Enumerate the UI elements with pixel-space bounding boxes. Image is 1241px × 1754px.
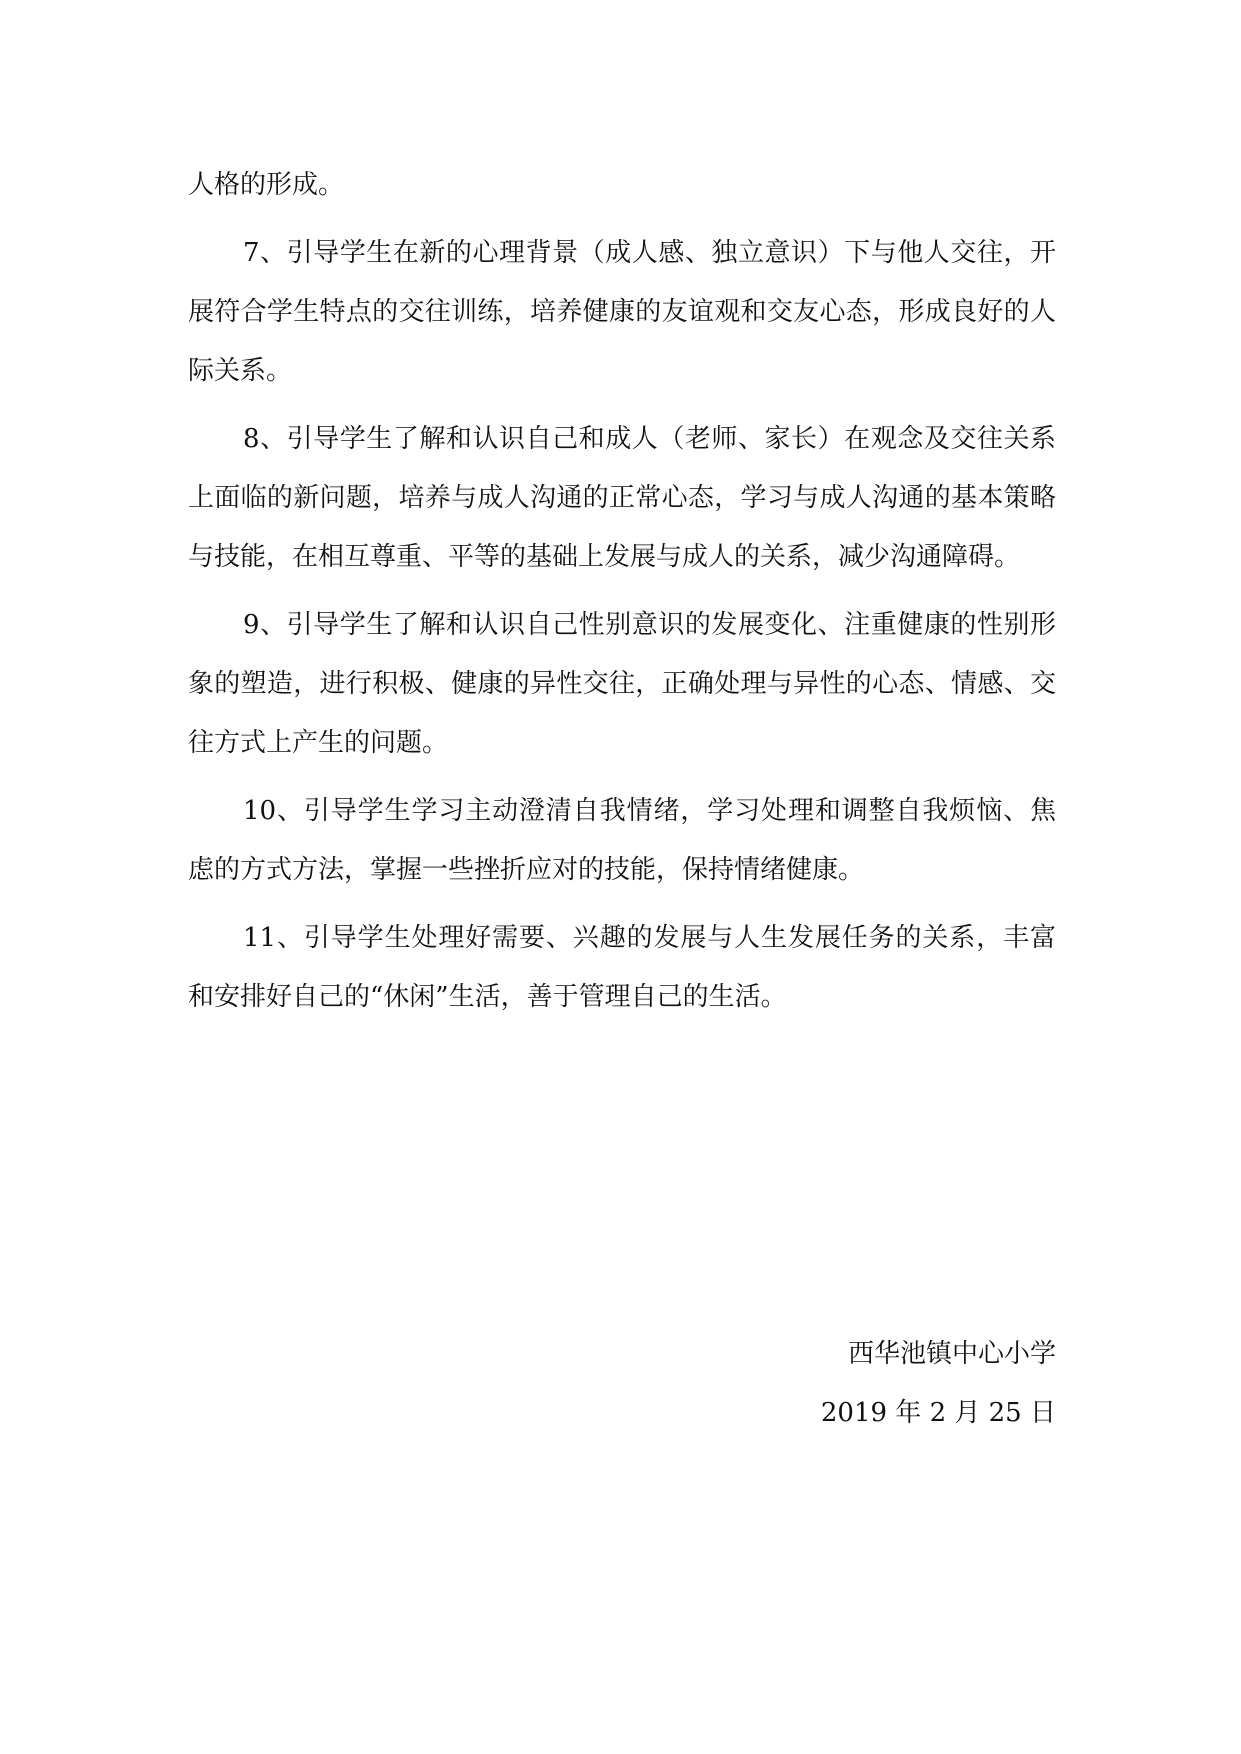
- paragraph-item-9: 9、引导学生了解和认识自己性别意识的发展变化、注重健康的性别形象的塑造，进行积极、健康的异性交往，正确处理与异性的心态、情感、交往方式上产生的问题。: [188, 610, 1056, 758]
- paragraph-item-7: 7、引导学生在新的心理背景（成人感、独立意识）下与他人交往，开展符合学生特点的交往训练，培养健康的友谊观和交友心态，形成良好的人际关系。: [188, 238, 1056, 386]
- paragraph-item-11: 11、引导学生处理好需要、兴趣的发展与人生发展任务的关系，丰富和安排好自己的“休闲”生活，善于管理自己的生活。: [188, 923, 1056, 1012]
- paragraph-item-10: 10、引导学生学习主动澄清自我情绪，学习处理和调整自我烦恼、焦虑的方式方法，掌握一些挫折应对的技能，保持情绪健康。: [188, 796, 1056, 885]
- paragraph-item-8: 8、引导学生了解和认识自己和成人（老师、家长）在观念及交往关系上面临的新问题，培养与成人沟通的正常心态，学习与成人沟通的基本策略与技能，在相互尊重、平等的基础上发展与成人的关系，减少沟通障碍。: [188, 424, 1056, 572]
- signature-date: 2019 年 2 月 25 日: [820, 1398, 1056, 1428]
- signature-organization: 西华池镇中心小学: [847, 1339, 1056, 1369]
- signature-block: [821, 1325, 1056, 1443]
- paragraph-continuation: 人格的形成。: [188, 170, 345, 200]
- document-body: [188, 156, 1056, 1036]
